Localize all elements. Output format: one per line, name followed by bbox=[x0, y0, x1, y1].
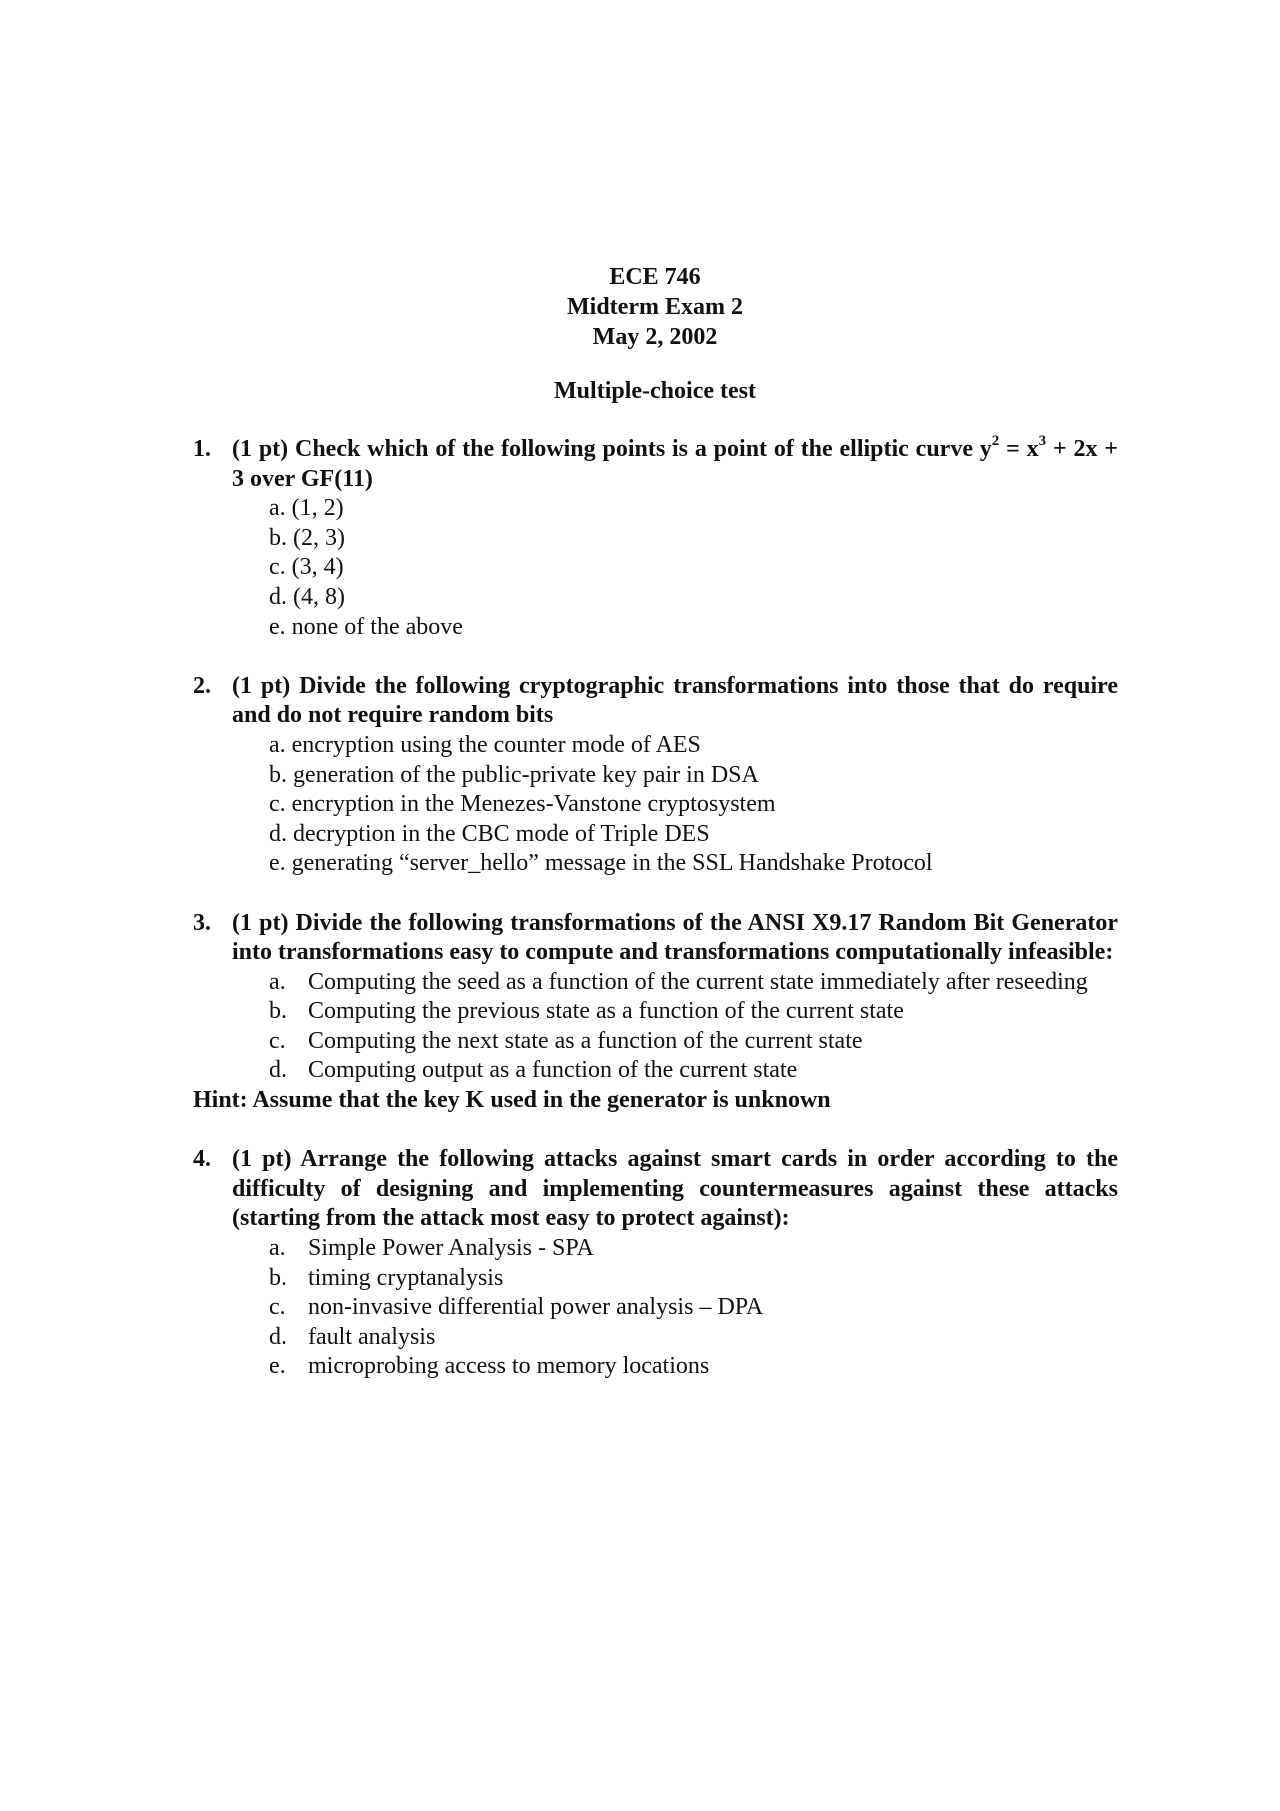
question-2 bbox=[193, 672, 1118, 879]
question-3-hint: Hint: Assume that the key K used in the generator is unknown bbox=[193, 1087, 831, 1114]
option: b. generation of the public-private key pair in DSA bbox=[269, 761, 759, 788]
option-letter: b. bbox=[269, 998, 287, 1025]
option bbox=[193, 1056, 1118, 1086]
option-letter: d. bbox=[269, 1057, 287, 1084]
option-letter: d. bbox=[269, 1323, 287, 1350]
question-1-options bbox=[193, 494, 1118, 642]
option-letter: e. bbox=[269, 1353, 286, 1380]
option-text: Computing output as a function of the current state bbox=[308, 1057, 798, 1084]
question-4 bbox=[193, 1145, 1118, 1382]
question-1-prompt bbox=[193, 435, 1118, 494]
question-2-options bbox=[193, 731, 1118, 879]
option: d. decryption in the CBC mode of Triple DES bbox=[269, 820, 710, 847]
option-text: microprobing access to memory locations bbox=[308, 1353, 710, 1380]
prompt-text: = x bbox=[999, 436, 1039, 462]
question-number: 4. bbox=[193, 1146, 211, 1173]
question-2-prompt bbox=[193, 672, 1118, 731]
prompt-text: (1 pt) Check which of the following points is a point of the elliptic curve y bbox=[232, 436, 992, 462]
prompt-text: (1 pt) Divide the following transformations of the ANSI X9.17 Random Bit Generator into transformations easy to compute and transformations computationally infeasible: bbox=[232, 909, 1118, 966]
question-4-prompt bbox=[193, 1145, 1118, 1234]
option-text: fault analysis bbox=[308, 1323, 436, 1350]
option: e. generating “server_hello” message in the SSL Handshake Protocol bbox=[269, 850, 933, 877]
option-text: non-invasive differential power analysis – DPA bbox=[308, 1294, 764, 1321]
exam-title: Midterm Exam 2 bbox=[567, 294, 743, 320]
option: c. encryption in the Menezes-Vanstone cryptosystem bbox=[269, 791, 776, 818]
question-number: 3. bbox=[193, 909, 211, 936]
question-3-prompt bbox=[193, 909, 1118, 968]
course-title: ECE 746 bbox=[609, 264, 701, 290]
option-text: Simple Power Analysis - SPA bbox=[308, 1235, 594, 1262]
option bbox=[193, 1352, 1118, 1382]
option: d. (4, 8) bbox=[269, 583, 345, 610]
option: e. none of the above bbox=[269, 613, 463, 640]
prompt-text: (1 pt) Arrange the following attacks against smart cards in order according to the difficulty of designing and implementing countermeasures against these attacks (starting from the attack most easy to protect against): bbox=[232, 1146, 1118, 1232]
question-3 bbox=[193, 909, 1118, 1116]
question-list bbox=[193, 435, 1118, 1412]
question-4-options bbox=[193, 1234, 1118, 1382]
option-text: Computing the previous state as a function of the current state bbox=[308, 998, 904, 1025]
option-text: Computing the seed as a function of the current state immediately after reseeding bbox=[308, 968, 1088, 995]
option-letter: b. bbox=[269, 1264, 287, 1291]
option: a. encryption using the counter mode of AES bbox=[269, 731, 701, 758]
option bbox=[193, 968, 1118, 998]
option: c. (3, 4) bbox=[269, 554, 344, 581]
question-number: 1. bbox=[193, 436, 211, 462]
question-3-options bbox=[193, 968, 1118, 1086]
option-letter: c. bbox=[269, 1027, 286, 1054]
option bbox=[193, 997, 1118, 1027]
exam-header bbox=[0, 262, 1280, 406]
option-letter: a. bbox=[269, 968, 286, 995]
option bbox=[193, 1027, 1118, 1057]
exam-date: May 2, 2002 bbox=[592, 324, 718, 350]
option bbox=[193, 1264, 1118, 1294]
option-letter: c. bbox=[269, 1294, 286, 1321]
option-text: Computing the next state as a function of the current state bbox=[308, 1027, 863, 1054]
prompt-text: + 2x + 3 over GF(11) bbox=[232, 436, 1118, 492]
option-text: timing cryptanalysis bbox=[308, 1264, 504, 1291]
superscript: 2 bbox=[991, 433, 1000, 449]
option bbox=[193, 1234, 1118, 1264]
option bbox=[193, 1293, 1118, 1323]
option-letter: a. bbox=[269, 1235, 286, 1262]
superscript: 3 bbox=[1038, 433, 1047, 449]
question-1 bbox=[193, 435, 1118, 642]
option bbox=[193, 1323, 1118, 1353]
option: a. (1, 2) bbox=[269, 495, 344, 522]
test-type: Multiple-choice test bbox=[554, 378, 756, 404]
option: b. (2, 3) bbox=[269, 524, 345, 551]
question-number: 2. bbox=[193, 672, 211, 699]
prompt-text: (1 pt) Divide the following cryptographic transformations into those that do require and do not require random bits bbox=[232, 672, 1118, 729]
